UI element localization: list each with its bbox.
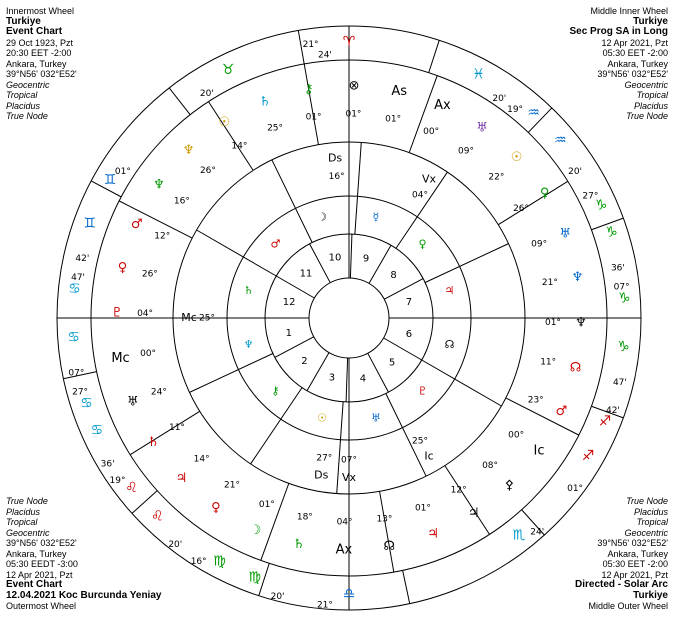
angle-degree: 16° — [328, 172, 345, 183]
chart-zodiac: Geocentric — [624, 527, 668, 538]
planet-degree: 16° — [173, 196, 190, 207]
inner-planet-glyph: ♃ — [444, 284, 455, 298]
chart-name: Turkiye — [633, 589, 668, 601]
house-number-8: 8 — [390, 269, 397, 281]
planet-degree: 18° — [296, 512, 313, 523]
planet-glyph: ♆ — [182, 142, 195, 158]
house-number-5: 5 — [388, 357, 396, 369]
zodiac-boundary-line — [403, 570, 410, 603]
panel-heading: Middle Inner Wheel — [590, 6, 668, 16]
inner-planet-glyph: ☿ — [372, 210, 380, 224]
panel-heading: Outermost Wheel — [6, 601, 77, 611]
house-number-2: 2 — [301, 356, 308, 368]
middle-cusp-line — [386, 393, 426, 476]
chart-name: Turkiye — [633, 15, 668, 27]
planet-glyph: ⚷ — [303, 82, 314, 98]
planet-glyph: ♆ — [571, 270, 584, 286]
outer-cusp-line — [498, 181, 568, 224]
inner-planet-glyph: ♆ — [243, 337, 254, 351]
chart-time: 20:30 EET -2:00 — [6, 48, 72, 58]
zodiac-sign-degree: 16° — [190, 556, 207, 567]
chart-time: 05:30 EEDT -3:00 — [6, 559, 78, 569]
planet-degree: 22° — [488, 172, 505, 183]
inner-planet-glyph: ☊ — [444, 337, 455, 351]
planet-glyph: ♀ — [117, 260, 128, 276]
panel-heading: Innermost Wheel — [6, 6, 75, 16]
planet-glyph: ☊ — [569, 360, 582, 376]
angle-degree: 07° — [341, 455, 357, 466]
planet-glyph: ♅ — [126, 394, 139, 410]
planet-glyph: ♆ — [575, 315, 587, 331]
planet-degree: 23° — [527, 395, 544, 406]
house-number-9: 9 — [362, 253, 370, 265]
house-number-1: 1 — [285, 327, 293, 339]
middle-cusp-line — [197, 230, 277, 276]
zodiac-sign-glyph: ♓ — [472, 66, 485, 83]
planet-glyph: ♀ — [539, 185, 550, 201]
planet-degree: 09° — [531, 239, 548, 250]
planet-degree: 26° — [141, 269, 158, 280]
middle-cusp-line — [425, 244, 508, 283]
zodiac-sign-degree: 21° — [316, 600, 333, 611]
chart-name: 12.04.2021 Koc Burcunda Yeniay — [6, 589, 162, 601]
middle-cusp-line — [355, 142, 361, 234]
chart-node: True Node — [626, 111, 668, 121]
chart-type: Directed - Solar Arc — [575, 579, 668, 590]
angle-degree: 04° — [412, 190, 428, 201]
chart-coords: 39°N56' 032°E52' — [597, 538, 668, 548]
planet-glyph: Ic — [533, 443, 545, 459]
planet-degree: 08° — [482, 460, 499, 471]
planet-degree: 14° — [193, 454, 210, 465]
middle-inner-wheel-info — [569, 6, 668, 122]
chart-type: Sec Prog SA in Long — [569, 26, 668, 37]
angle-label: Vx — [421, 172, 437, 186]
planet-degree: 01° — [544, 317, 561, 328]
inner-cusp-line — [368, 353, 389, 392]
planet-degree: 00° — [423, 126, 440, 137]
planet-degree: 21° — [541, 278, 558, 289]
zodiac-sign-glyph: ♊ — [103, 172, 117, 188]
zodiac-sign-glyph: ♏ — [512, 527, 526, 544]
chart-houses: Placidus — [6, 100, 41, 111]
middle-cusp-line — [272, 160, 312, 243]
zodiac-sign-degree: 07° — [613, 282, 630, 293]
chart-zodiac: Geocentric — [6, 79, 50, 90]
planet-degree: 01° — [305, 112, 322, 123]
planet-degree: 04° — [336, 517, 353, 528]
planet-degree: 12° — [450, 485, 467, 496]
house-number-10: 10 — [328, 252, 342, 264]
chart-date: 29 Oct 1923, Pzt — [6, 37, 74, 48]
chart-houses: Placidus — [633, 506, 668, 517]
chart-node: True Node — [6, 496, 48, 506]
zodiac-sign-degree: 20' — [199, 88, 214, 99]
inner-planet-glyph: ♂ — [270, 237, 281, 251]
outer-cusp-line — [409, 76, 440, 153]
chart-coords: 39°N56' 032°E52' — [6, 538, 77, 548]
planet-glyph: ☊ — [383, 538, 396, 554]
planet-degree: 01° — [258, 500, 275, 511]
planet-glyph: ♃ — [467, 506, 480, 522]
inner-cusp-line — [307, 353, 329, 391]
planet-degree: 12° — [154, 231, 171, 242]
planet-degree: 11° — [540, 357, 557, 368]
zodiac-sign-glyph: ♈ — [342, 34, 356, 50]
zodiac-sign-degree: 19° — [507, 105, 524, 116]
outer-cusp-line — [380, 491, 394, 572]
planet-degree: 01° — [414, 503, 431, 514]
planet-degree: 14° — [231, 141, 248, 152]
zodiac-sign-degree: 01° — [567, 483, 584, 494]
planet-glyph: ♂ — [555, 403, 568, 419]
inner-cusp-line — [384, 279, 423, 300]
zodiac-sign-degree: 24' — [317, 50, 332, 61]
inner-cusp-line — [310, 244, 331, 283]
chart-name: Turkiye — [6, 15, 41, 27]
zodiac-sign-degree: 07° — [68, 368, 85, 379]
angle-degree: 25° — [199, 313, 215, 324]
zodiac-sign-degree: 42' — [605, 406, 620, 417]
chart-tropical: Tropical — [636, 517, 668, 527]
middle-cusp-line — [422, 360, 502, 406]
zodiac-sign-glyph: ♌ — [125, 479, 138, 496]
planet-degree: 13° — [376, 514, 393, 525]
chart-zodiac: Geocentric — [624, 79, 668, 90]
house-number-12: 12 — [282, 296, 296, 308]
outermost-wheel-info — [6, 496, 161, 612]
house-number-7: 7 — [405, 296, 413, 308]
zodiac-boundary-line — [169, 88, 190, 115]
zodiac-sign-degree: 47' — [71, 272, 86, 283]
zodiac-sign-glyph: ♋ — [80, 395, 93, 412]
planet-degree: 26° — [513, 203, 530, 214]
planet-degree: 11° — [168, 423, 185, 434]
zodiac-sign-glyph: ♍ — [248, 569, 261, 586]
chart-tropical: Tropical — [636, 90, 668, 100]
zodiac-sign-glyph: ♑ — [617, 338, 630, 355]
zodiac-sign-degree: 19° — [109, 475, 126, 486]
planet-glyph: ♃ — [175, 470, 188, 486]
planet-glyph: ☽ — [249, 522, 262, 538]
zodiac-sign-degree: 01° — [114, 167, 131, 178]
outer-cusp-line — [445, 466, 490, 535]
zodiac-sign-glyph: ♐ — [598, 413, 612, 430]
zodiac-sign-degree: 20' — [270, 592, 285, 603]
inner-cusp-line — [369, 245, 391, 283]
zodiac-sign-degree: 24' — [530, 527, 545, 538]
inner-planet-glyph: ♀ — [418, 237, 427, 251]
angle-label: Mc — [181, 311, 197, 324]
zodiac-sign-degree: 47' — [612, 378, 627, 389]
outer-cusp-line — [208, 102, 253, 171]
chart-place: Ankara, Turkey — [607, 58, 668, 69]
zodiac-sign-degree: 36' — [100, 459, 115, 470]
middle-cusp-line — [189, 353, 272, 392]
planet-degree: 25° — [267, 123, 284, 134]
chart-coords: 39°N56' 032°E52' — [597, 69, 668, 79]
chart-type: Event Chart — [6, 26, 63, 37]
outer-cusp-line — [304, 64, 318, 145]
angle-label: Ds — [327, 151, 343, 165]
planet-degree: 21° — [224, 480, 240, 491]
chart-date: 12 Apr 2021, Pzt — [601, 569, 668, 580]
planet-degree: 04° — [137, 309, 154, 320]
angle-label: Ds — [314, 468, 329, 482]
inner-planet-glyph: ☽ — [317, 210, 328, 224]
chart-houses: Placidus — [633, 100, 668, 111]
angle-label: Vx — [341, 471, 357, 484]
zodiac-sign-glyph: ♌ — [150, 508, 164, 525]
planet-glyph: ⊗ — [348, 78, 360, 94]
chart-place: Ankara, Turkey — [607, 548, 668, 559]
planet-glyph: ♃ — [427, 526, 439, 542]
zodiac-sign-glyph: ♋ — [68, 281, 81, 298]
planet-glyph: Mc — [111, 350, 130, 366]
planet-degree: 26° — [199, 166, 216, 177]
zodiac-sign-glyph: ♑ — [594, 197, 608, 214]
zodiac-sign-glyph: ♋ — [90, 422, 104, 439]
planet-degree: 24° — [150, 387, 167, 398]
zodiac-sign-degree: 20' — [568, 167, 583, 178]
chart-date: 12 Apr 2021, Pzt — [601, 37, 668, 48]
chart-zodiac: Geocentric — [6, 527, 50, 538]
planet-degree: 01° — [345, 109, 362, 120]
house-number-3: 3 — [328, 372, 336, 384]
house-number-6: 6 — [405, 329, 413, 341]
house-number-11: 11 — [299, 268, 313, 280]
angle-degree: 27° — [316, 453, 333, 464]
planet-glyph: ♂ — [130, 217, 143, 233]
ring-circle-5 — [309, 278, 389, 358]
zodiac-sign-degree: 42' — [75, 254, 90, 265]
outer-cusp-line — [130, 411, 200, 454]
planet-glyph: ♄ — [259, 94, 271, 110]
planet-glyph: Ax — [434, 98, 451, 114]
zodiac-sign-glyph: ♍ — [213, 553, 226, 570]
zodiac-sign-glyph: ♊ — [83, 215, 96, 232]
chart-place: Ankara, Turkey — [6, 548, 67, 559]
inner-cusp-line — [275, 337, 314, 358]
planet-glyph: ♆ — [153, 177, 165, 193]
zodiac-sign-glyph: ♋ — [67, 329, 80, 346]
inner-cusp-line — [350, 234, 352, 278]
zodiac-sign-glyph: ♎ — [342, 586, 356, 602]
zodiac-sign-degree: 27° — [582, 191, 599, 202]
planet-glyph: ☉ — [510, 150, 523, 166]
zodiac-sign-glyph: ♉ — [221, 61, 235, 78]
zodiac-sign-degree: 20' — [492, 94, 507, 105]
planet-glyph: ♄ — [292, 537, 305, 553]
planet-degree: 09° — [458, 146, 474, 157]
chart-type: Event Chart — [6, 579, 63, 590]
planet-glyph: ♄ — [147, 435, 160, 451]
outer-cusp-line — [258, 483, 289, 560]
planet-degree: 00° — [140, 348, 157, 359]
chart-time: 05:30 EET -2:00 — [602, 559, 668, 569]
planet-glyph: ♇ — [111, 305, 123, 321]
zodiac-sign-glyph: ♑ — [605, 224, 618, 241]
inner-planet-glyph: ⚷ — [271, 384, 280, 398]
chart-tropical: Tropical — [6, 517, 38, 527]
chart-place: Ankara, Turkey — [6, 58, 67, 69]
planet-glyph: ♅ — [559, 226, 572, 242]
zodiac-sign-degree: 20' — [168, 539, 183, 550]
angle-label: Ic — [424, 449, 434, 463]
inner-planet-glyph: ♄ — [243, 284, 254, 298]
zodiac-boundary-line — [429, 40, 440, 72]
chart-tropical: Tropical — [6, 90, 38, 100]
zodiac-sign-degree: 27° — [72, 387, 89, 398]
planet-glyph: ⚴ — [504, 478, 515, 494]
planet-degree: 01° — [385, 114, 402, 125]
chart-node: True Node — [626, 496, 668, 506]
house-number-4: 4 — [359, 373, 367, 385]
zodiac-sign-glyph: ♒ — [527, 104, 540, 121]
inner-cusp-line — [346, 358, 348, 402]
planet-glyph: As — [391, 83, 408, 99]
zodiac-sign-glyph: ♑ — [618, 290, 631, 307]
zodiac-sign-degree: 36' — [610, 263, 625, 274]
inner-planet-glyph: ♇ — [417, 384, 428, 398]
zodiac-sign-glyph: ♐ — [581, 448, 595, 464]
planet-degree: 00° — [508, 430, 525, 441]
planet-glyph: ♀ — [211, 500, 221, 516]
chart-houses: Placidus — [6, 506, 41, 517]
planet-glyph: ☉ — [218, 114, 231, 130]
inner-planet-glyph: ☉ — [317, 411, 328, 425]
angle-degree: 25° — [412, 436, 428, 447]
chart-node: True Node — [6, 111, 48, 121]
planet-glyph: Ax — [335, 542, 353, 558]
innermost-wheel-info — [6, 6, 77, 122]
zodiac-sign-minute: 21° — [302, 40, 319, 51]
panel-heading: Middle Outer Wheel — [588, 601, 668, 611]
planet-glyph: ♅ — [476, 120, 488, 136]
middle-outer-wheel-info — [575, 496, 668, 612]
chart-coords: 39°N56' 032°E52' — [6, 69, 77, 79]
inner-planet-glyph: ♅ — [370, 411, 381, 425]
chart-date: 12 Apr 2021, Pzt — [6, 569, 73, 580]
chart-time: 05:30 EET -2:00 — [602, 48, 668, 58]
zodiac-sign-glyph: ♒ — [554, 132, 567, 149]
